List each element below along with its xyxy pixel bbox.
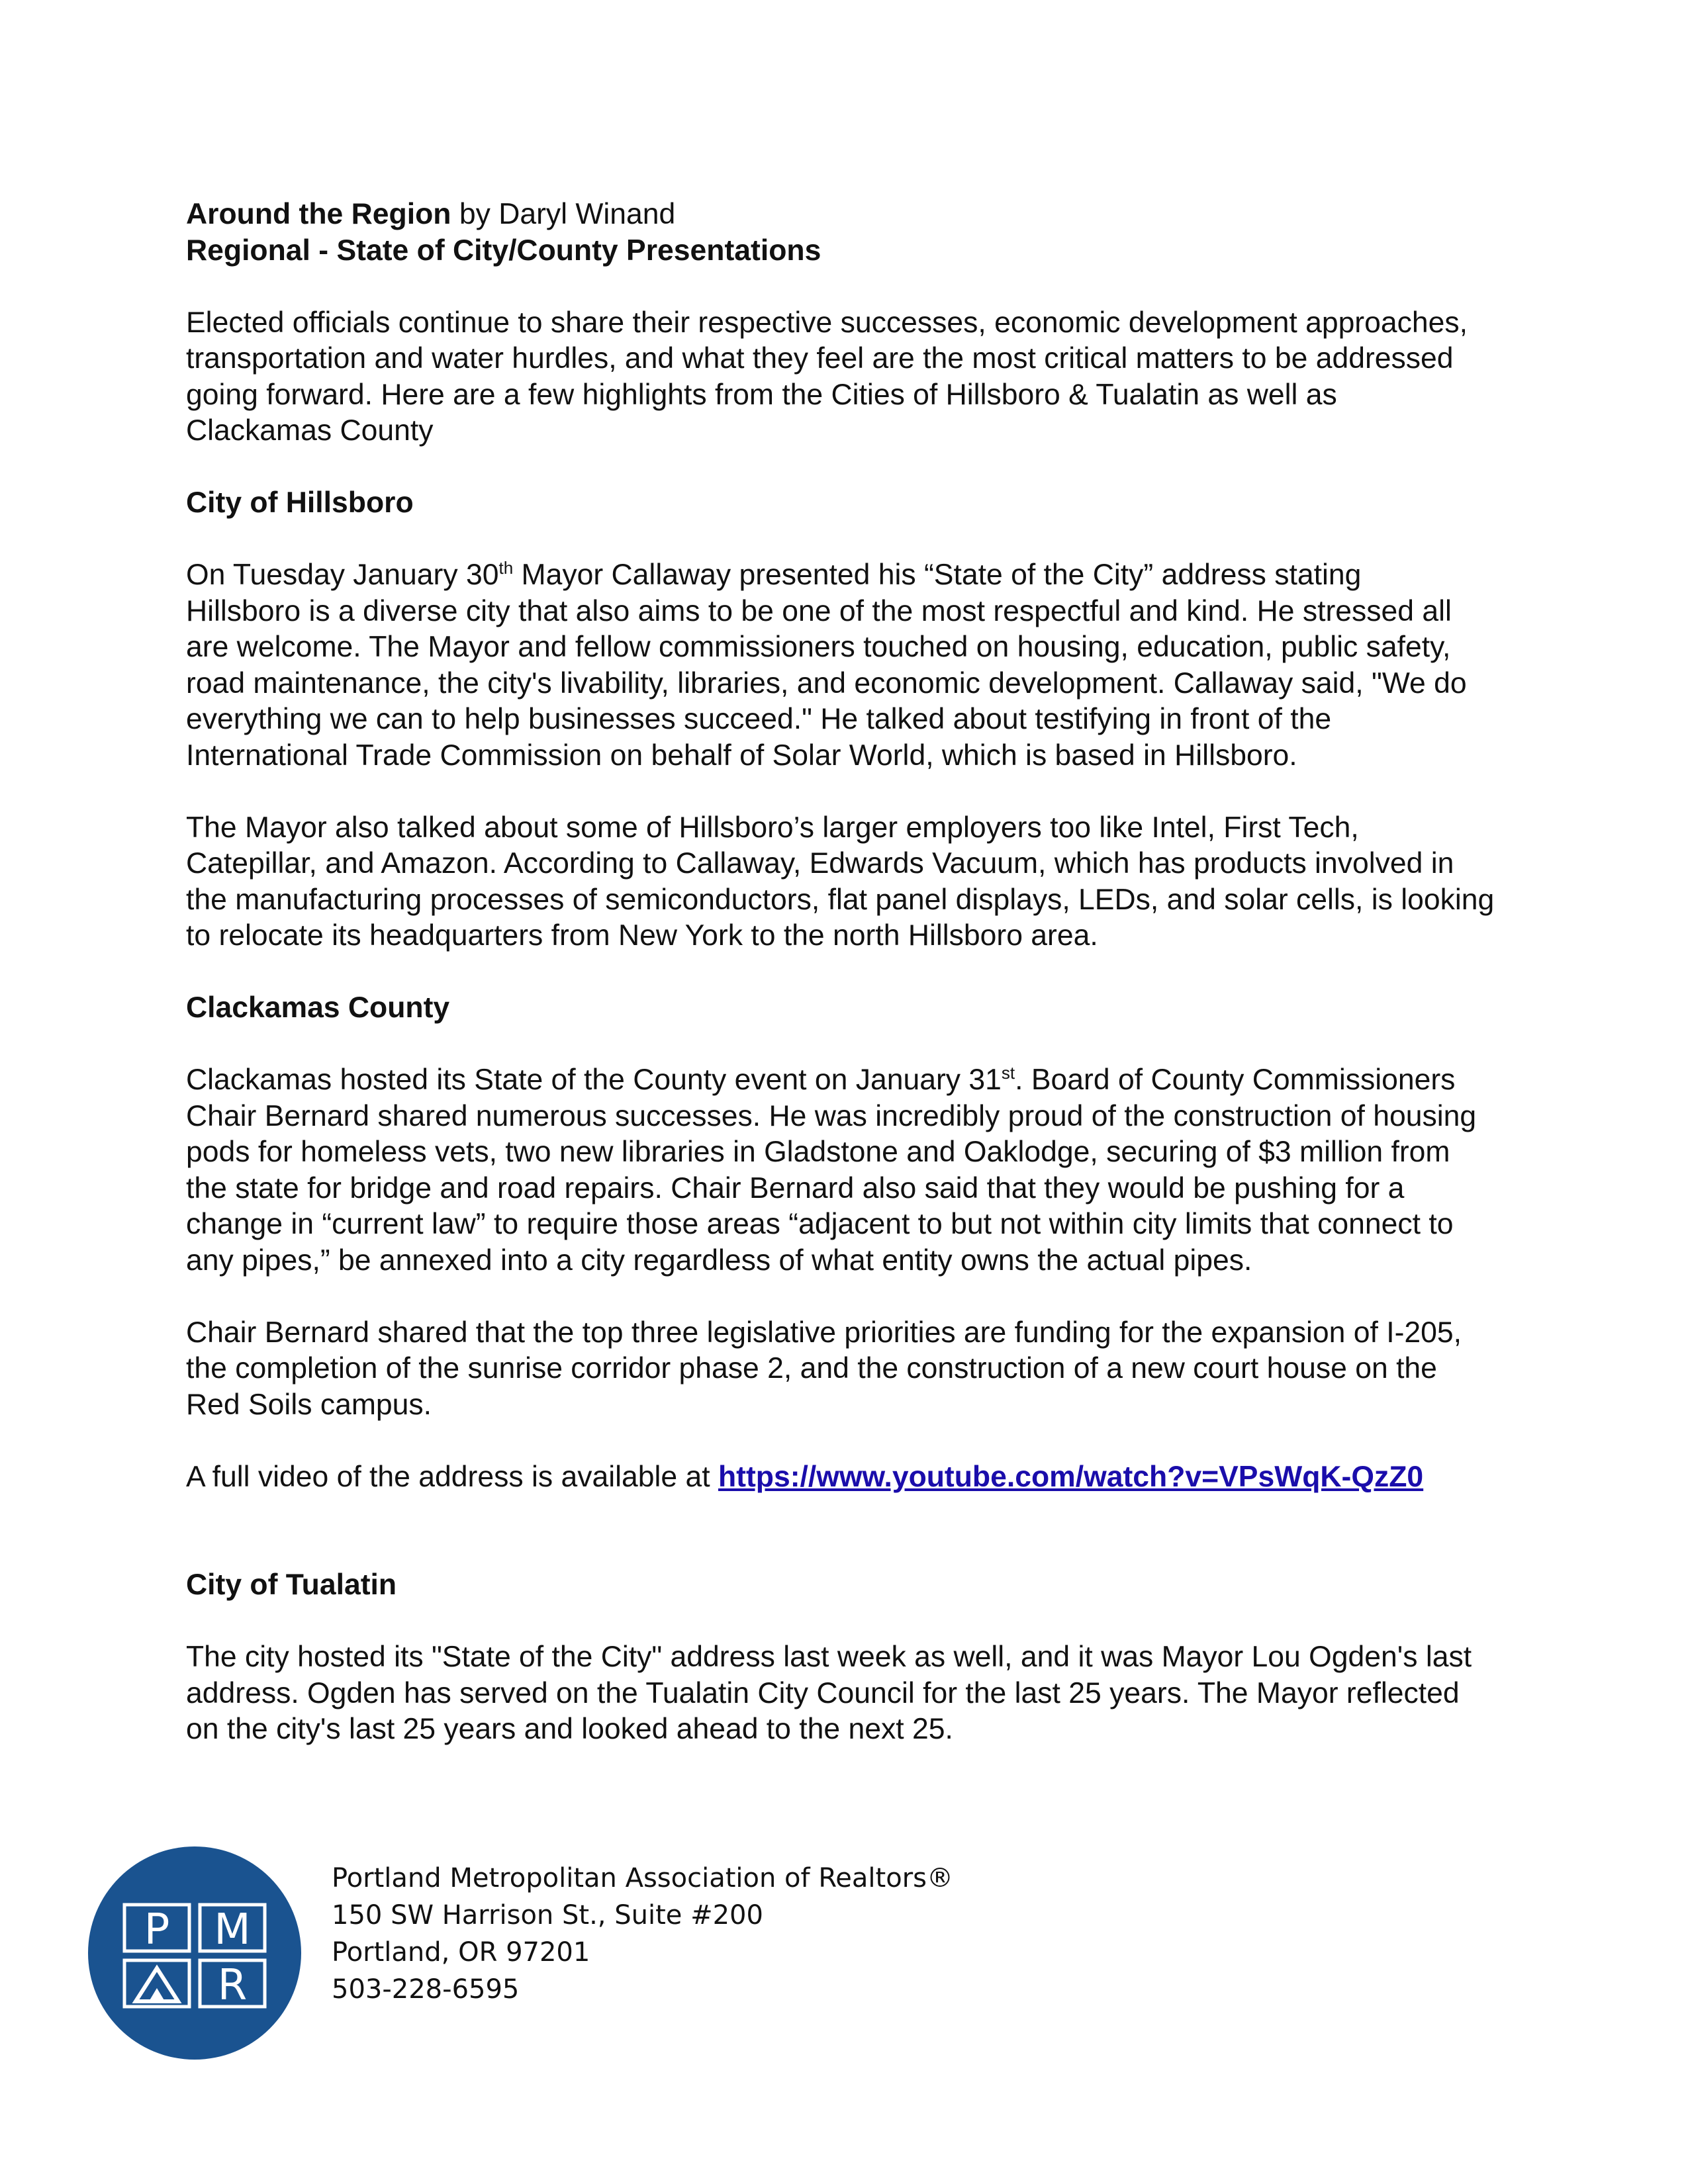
logo-letter-m: M	[214, 1905, 251, 1954]
paragraph-line: everything we can to help businesses succeed." He talked about testifying in front of the	[186, 703, 1332, 735]
paragraph-line: International Trade Commission on behalf of Solar World, which is based in Hillsboro.	[186, 739, 1297, 772]
section-heading-tualatin: City of Tualatin	[186, 1569, 397, 1601]
phone-number: 503-228-6595	[332, 1974, 520, 2005]
paragraph-line: Chair Bernard shared numerous successes. He was incredibly proud of the construction of housing	[186, 1099, 1477, 1132]
paragraph-line: address. Ogden has served on the Tualatin City Council for the last 25 years. The Mayor reflected	[186, 1676, 1460, 1709]
paragraph-line: The city hosted its "State of the City" address last week as well, and it was Mayor Lou Ogden's last	[186, 1641, 1472, 1673]
paragraph-line: the completion of the sunrise corridor phase 2, and the construction of a new court house on the	[186, 1352, 1437, 1385]
article-body	[186, 197, 1510, 1748]
paragraph-line: the manufacturing processes of semiconductors, flat panel displays, LEDs, and solar cells, is looking	[186, 883, 1495, 916]
paragraph-line: Hillsboro is a diverse city that also aims to be one of the most respectful and kind. He stressed all	[186, 594, 1452, 627]
paragraph-line: road maintenance, the city's livability, libraries, and economic development. Callaway said, "We do	[186, 666, 1467, 700]
street-address: 150 SW Harrison St., Suite #200	[332, 1900, 763, 1931]
paragraph-line: change in “current law” to require those areas “adjacent to but not within city limits that connect to	[186, 1208, 1454, 1240]
logo-letter-r: R	[217, 1961, 248, 2010]
paragraph-line: to relocate its headquarters from New York to the north Hillsboro area.	[186, 919, 1098, 952]
intro-line: Clackamas County	[186, 414, 434, 447]
paragraph-line: On Tuesday January 30th Mayor Callaway presented his “State of the City” address stating	[186, 558, 1362, 591]
article-title-line	[186, 197, 1510, 233]
youtube-video-link[interactable]: https://www.youtube.com/watch?v=VPsWqK-QzZ0	[718, 1460, 1424, 1493]
city-state-zip: Portland, OR 97201	[332, 1937, 590, 1968]
paragraph-line: any pipes,” be annexed into a city regardless of what entity owns the actual pipes.	[186, 1244, 1252, 1277]
paragraph-line: Red Soils campus.	[186, 1388, 432, 1421]
footer	[88, 1846, 1147, 2065]
org-name: Portland Metropolitan Association of Realtors®	[332, 1863, 953, 1893]
intro-line: transportation and water hurdles, and what they feel are the most critical matters to be addressed	[186, 342, 1454, 375]
address-block	[332, 1860, 953, 2008]
section-heading-clackamas: Clackamas County	[186, 991, 450, 1024]
paragraph-line: Chair Bernard shared that the top three legislative priorities are funding for the expansion of I-205,	[186, 1316, 1462, 1349]
paragraph-line: Catepillar, and Amazon. According to Callaway, Edwards Vacuum, which has products involved in	[186, 847, 1454, 880]
article-subtitle: Regional - State of City/County Presentations	[186, 234, 821, 267]
pmar-logo	[88, 1846, 301, 2060]
paragraph-line: are welcome. The Mayor and fellow commissioners touched on housing, education, public safety,	[186, 631, 1451, 663]
paragraph-line: pods for homeless vets, two new libraries in Gladstone and Oaklodge, securing of $3 million from	[186, 1136, 1450, 1168]
paragraph-line: The Mayor also talked about some of Hillsboro’s larger employers too like Intel, First Tech,	[186, 811, 1359, 844]
column-title: Around the Region	[186, 198, 451, 230]
paragraph-line: the state for bridge and road repairs. Chair Bernard also said that they would be pushing for a	[186, 1171, 1405, 1205]
intro-line: Elected officials continue to share their respective successes, economic development approaches,	[186, 306, 1468, 339]
pmar-logo-graphic	[88, 1846, 301, 2060]
video-line: A full video of the address is available at https://www.youtube.com/watch?v=VPsWqK-QzZ0	[186, 1460, 1424, 1493]
paragraph-line: Clackamas hosted its State of the County event on January 31st. Board of County Commissioners	[186, 1063, 1456, 1096]
section-heading-hillsboro: City of Hillsboro	[186, 486, 414, 519]
intro-line: going forward. Here are a few highlights from the Cities of Hillsboro & Tualatin as well as	[186, 378, 1337, 411]
logo-letter-p: P	[144, 1905, 170, 1954]
byline: by Daryl Winand	[451, 198, 676, 230]
paragraph-line: on the city's last 25 years and looked ahead to the next 25.	[186, 1713, 953, 1745]
